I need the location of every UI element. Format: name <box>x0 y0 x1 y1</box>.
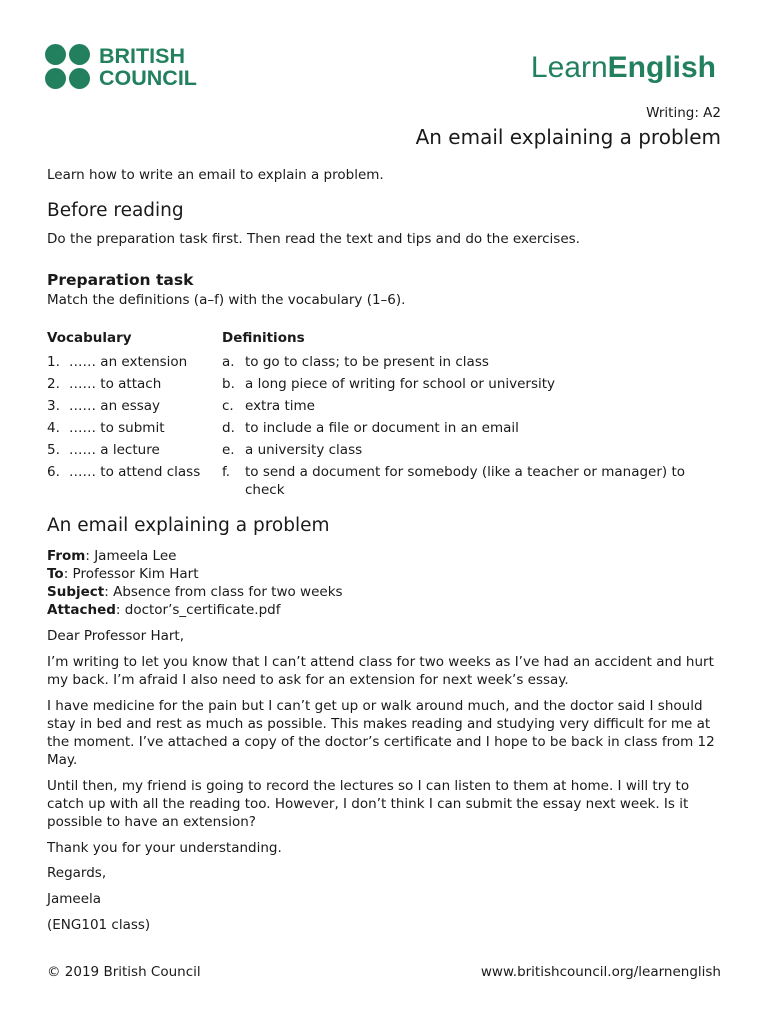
vocab-word: to submit <box>100 420 165 436</box>
vocab-item <box>69 375 161 393</box>
subject-label: Subject <box>47 584 105 600</box>
email-thanks: Thank you for your understanding. <box>47 840 282 856</box>
vocab-item <box>69 441 160 459</box>
vocab-word: a lecture <box>100 442 160 458</box>
british-council-dots-icon <box>45 44 90 89</box>
email-class: (ENG101 class) <box>47 917 151 933</box>
logo-line-2: COUNCIL <box>99 65 197 90</box>
vocab-item <box>69 419 165 437</box>
definition-text: a university class <box>245 442 363 458</box>
email-to <box>47 565 199 583</box>
email-heading: An email explaining a problem <box>47 515 330 536</box>
learnenglish-logo <box>531 50 716 86</box>
vocab-word: to attend class <box>100 464 201 480</box>
intro-text: Learn how to write an email to explain a problem. <box>47 167 384 183</box>
from-value: : Jameela Lee <box>85 548 177 564</box>
preparation-instruction: Match the definitions (a–f) with the vocabulary (1–6). <box>47 292 406 308</box>
vocab-number: 6. <box>47 464 60 480</box>
logo-english: English <box>607 51 716 84</box>
email-from <box>47 547 176 565</box>
vocab-number: 1. <box>47 354 60 370</box>
answer-blank: …… <box>69 420 96 436</box>
from-label: From <box>47 548 86 564</box>
definition-text: to go to class; to be present in class <box>245 354 489 370</box>
email-subject <box>47 583 343 601</box>
definition-letter: b. <box>222 376 235 392</box>
answer-blank: …… <box>69 354 96 370</box>
vocab-number: 4. <box>47 420 60 436</box>
email-signature: Jameela <box>47 891 102 907</box>
email-paragraph-2: I have medicine for the pain but I can’t get up or walk around much, and the doctor said I should stay in bed and rest as much as possible. This makes reading and studying very difficult for me at the moment. I’ve attached a copy of the doctor’s certificate and I hope to be back in class from 12 May. <box>47 698 715 768</box>
vocab-item <box>69 353 187 371</box>
email-closing: Regards, <box>47 865 107 881</box>
email-attached <box>47 601 280 619</box>
definition-letter: f. <box>222 464 231 480</box>
to-value: : Professor Kim Hart <box>63 566 199 582</box>
definition-text: to send a document for somebody (like a teacher or manager) to check <box>245 464 686 498</box>
email-paragraph-1: I’m writing to let you know that I can’t attend class for two weeks as I’ve had an accident and hurt my back. I’m afraid I also need to ask for an extension for next week’s essay. <box>47 654 714 688</box>
page-title: An email explaining a problem <box>415 125 721 149</box>
definition-text: extra time <box>245 398 315 414</box>
definition-letter: c. <box>222 398 234 414</box>
definition-text: a long piece of writing for school or university <box>245 376 556 392</box>
vocab-item <box>69 463 200 481</box>
british-council-logo <box>45 44 197 89</box>
attached-label: Attached <box>47 602 116 618</box>
vocab-number: 5. <box>47 442 60 458</box>
attached-value: : doctor’s_certificate.pdf <box>115 602 281 618</box>
email-greeting: Dear Professor Hart, <box>47 628 185 644</box>
email-paragraph-3: Until then, my friend is going to record the lectures so I can listen to them at home. I will try to catch up with all the reading too. However, I don’t think I can submit the essay next week. Is it possible to have an extension? <box>47 778 690 830</box>
definition-text: to include a file or document in an email <box>245 420 519 436</box>
level-label: Writing: A2 <box>646 105 721 121</box>
before-reading-heading: Before reading <box>47 200 184 221</box>
answer-blank: …… <box>69 398 96 414</box>
preparation-heading: Preparation task <box>47 271 194 289</box>
vocab-word: an extension <box>100 354 188 370</box>
answer-blank: …… <box>69 442 96 458</box>
to-label: To <box>47 566 64 582</box>
subject-value: : Absence from class for two weeks <box>104 584 343 600</box>
footer-copyright: © 2019 British Council <box>47 964 201 980</box>
british-council-wordmark <box>99 45 197 89</box>
vocab-item <box>69 397 160 415</box>
definition-letter: a. <box>222 354 235 370</box>
footer-url[interactable]: www.britishcouncil.org/learnenglish <box>480 964 721 980</box>
before-reading-text: Do the preparation task first. Then read the text and tips and do the exercises. <box>47 231 580 247</box>
vocabulary-heading: Vocabulary <box>47 330 132 346</box>
vocab-word: an essay <box>100 398 161 414</box>
definition-letter: e. <box>222 442 235 458</box>
vocab-number: 2. <box>47 376 60 392</box>
answer-blank: …… <box>69 464 96 480</box>
vocab-word: to attach <box>100 376 162 392</box>
logo-line-1: BRITISH <box>99 43 185 68</box>
definitions-heading: Definitions <box>222 330 305 346</box>
vocab-number: 3. <box>47 398 60 414</box>
definition-letter: d. <box>222 420 235 436</box>
logo-learn: Learn <box>530 51 608 84</box>
answer-blank: …… <box>69 376 96 392</box>
